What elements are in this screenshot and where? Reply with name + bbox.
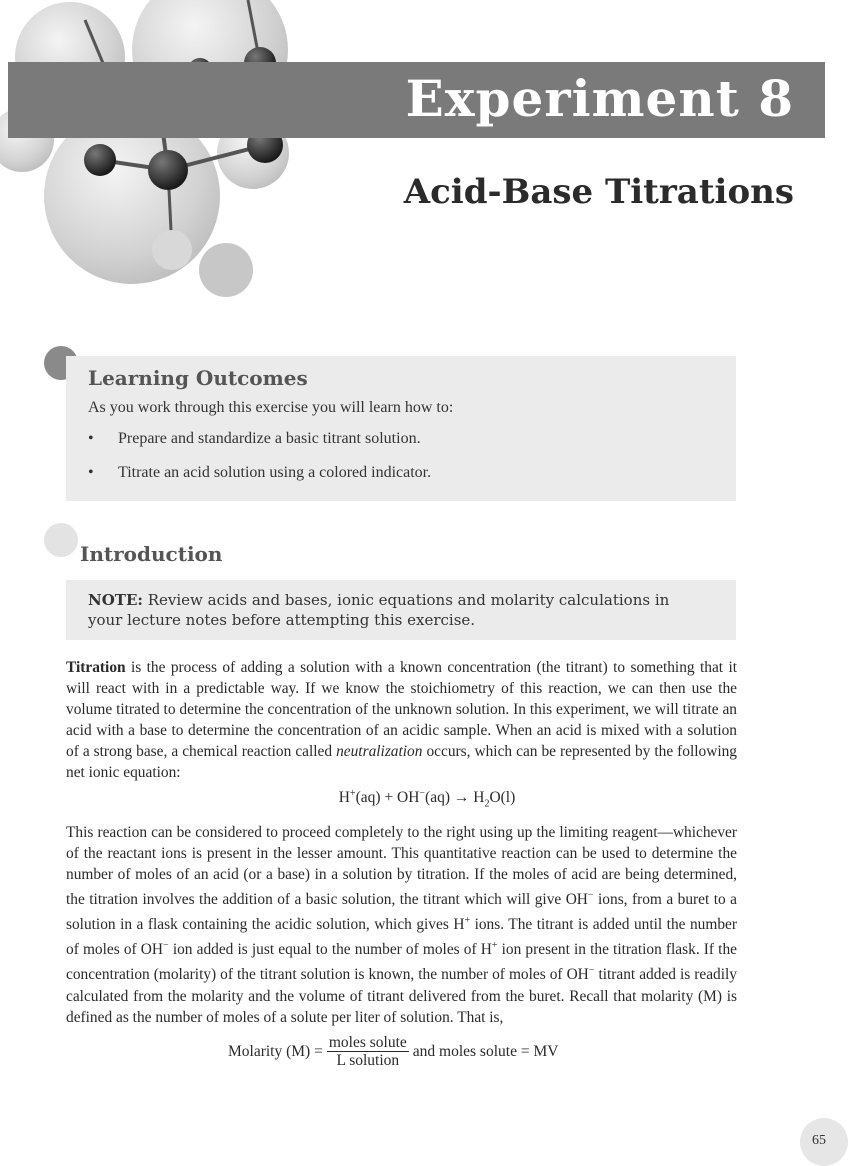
page-number: 65 bbox=[812, 1133, 826, 1148]
page-subtitle: Acid-Base Titrations bbox=[403, 172, 794, 212]
note-label: NOTE: bbox=[88, 591, 143, 609]
list-item: • Titrate an acid solution using a colored indicator. bbox=[88, 464, 432, 481]
note-text: NOTE: Review acids and bases, ionic equations and molarity calculations in your lecture notes before attempting this exercise. bbox=[88, 591, 670, 629]
molecule-illustration bbox=[0, 0, 300, 300]
net-ionic-equation: $H^+(aq) + OH^-(aq) \to H_2O(l)$ bbox=[338, 788, 516, 810]
neutralization-term: neutralization bbox=[336, 743, 423, 760]
experiment-title: Experiment 8 bbox=[405, 69, 794, 128]
intro-paragraph-2: This reaction can be considered to proceed completely to the right using up the limiting reagent—whichever of the reactant ions is present in the lesser amount. This quantitative reaction can be used to determine the number of moles of an acid (or a base) in a solution by titration. If the moles of acid are being determined, the titration involves the addition of a basic solution, the titrant which will give OH− ions, from a buret to a solution in a flask containing the acidic solution, which gives H+ ions. The titrant is added until the number of moles of OH− ion added is just equal to the number of moles of H+ ion present in the titration flask. If the concentration (molarity) of the titrant solution is known, the number of moles of OH− titrant added is readily calculated from the molarity and the volume of titrant delivered from the buret. Recall that molarity (M) is defined as the number of moles of a solute per liter of solution. That is, bbox=[66, 824, 738, 1026]
molarity-fraction: $\frac{\text{moles solute}}{\text{L solution}}$ bbox=[328, 1034, 407, 1069]
list-item: • Prepare and standardize a basic titrant solution. bbox=[88, 430, 421, 447]
learning-outcomes-title: Learning Outcomes bbox=[88, 366, 308, 390]
titration-term: Titration bbox=[66, 659, 126, 676]
molarity-equation: Molarity (M) = $\frac{\text{moles solute}}{\text{L solution}}$ and moles solute = MV bbox=[228, 1034, 559, 1069]
learning-outcomes-intro: As you work through this exercise you will learn how to: bbox=[88, 399, 454, 416]
section-dot-light bbox=[44, 523, 78, 557]
intro-paragraph-1: Titration is the process of adding a solution with a known concentration (the titrant) to something that it will react with in a predictable way. If we know the stoichiometry of this reaction, we can then use the volume titrated to determine the concentration of the unknown solution. In this experiment, we will titrate an acid with a base to determine the concentration of an acidic sample. When an acid is mixed with a solution of a strong base, a chemical reaction called neutralization occurs, which can be represented by the following net ionic equation: bbox=[66, 659, 738, 781]
introduction-title: Introduction bbox=[80, 542, 223, 566]
